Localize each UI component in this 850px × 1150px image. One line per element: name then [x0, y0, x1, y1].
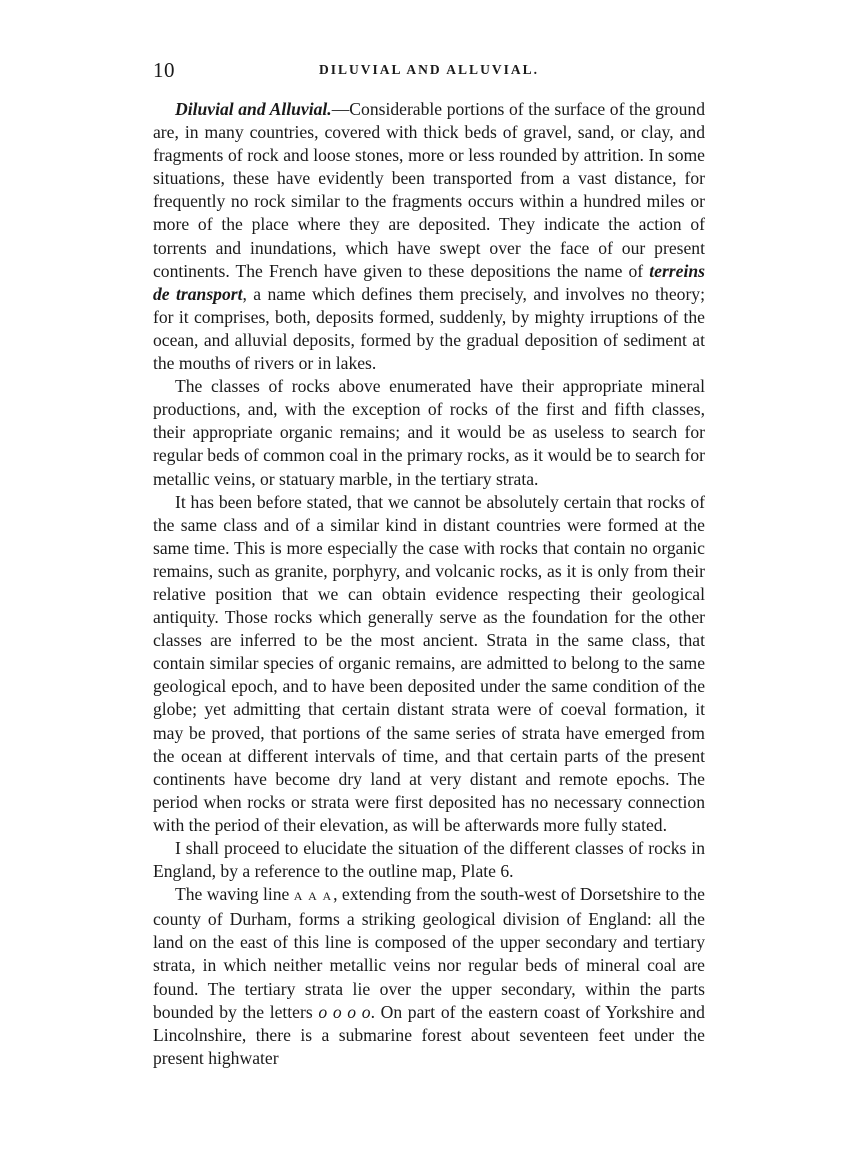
map-letters-aaa: A A A [293, 889, 334, 904]
paragraph-text: , a name which defines them precisely, and involves no theory; for it comprises, both, deposits formed, suddenly, by mighty irruptions of the ocean, and alluvial deposits, formed by the gradual deposition of sediment at the mouths of rivers or in lakes. [153, 283, 705, 374]
paragraph-text: . On part of the eastern coast of Yorkshire and Lincolnshire, there is a submarine forest about seventeen feet under the present highwater [153, 1001, 705, 1068]
map-letters-oooo: o o o o [318, 1001, 371, 1022]
section-heading: Diluvial and Alluvial. [175, 99, 332, 119]
french-term: terreins de transport [153, 260, 705, 304]
paragraph-text: , extending from the south-west of Dorsetshire to the county of Durham, forms a striking geological division of England: all the land on the east of this line is composed of the upper secondary and tertiary strata, in which neither metallic veins nor regular beds of mineral coal are found. The tertiary strata lie over the upper secondary, within the parts bounded by the letters [153, 884, 705, 1022]
paragraph-text: —Considerable portions of the surface of the ground are, in many countries, covered with thick beds of gravel, sand, or clay, and fragments of rock and loose stones, more or less rounded by attrition. In some situations, these have evidently been transported from a vast distance, for frequently no rock similar to the fragments occurs within a hundred miles or more of the place where they are deposited. They indicate the action of torrents and inundations, which have swept over the face of our present continents. The French have given to these depositions the name of [153, 99, 705, 281]
paragraph-classes: The classes of rocks above enumerated have their appropriate mineral productions, and, with the exception of rocks of the first and fifth classes, their appropriate organic remains; and it would be as useless to search for regular beds of common coal in the primary rocks, as it would be to search for metallic veins, or statuary marble, in the tertiary strata. [153, 376, 705, 489]
paragraph-diluvial [153, 98, 705, 375]
running-title: DILUVIAL AND ALLUVIAL. [319, 62, 539, 77]
paragraph-england: I shall proceed to elucidate the situation of the different classes of rocks in England, by a reference to the outline map, Plate 6. [153, 838, 705, 882]
page-header [153, 58, 705, 84]
paragraph-text: The waving line [175, 884, 294, 905]
page-number: 10 [153, 58, 175, 82]
paragraph-formation: It has been before stated, that we cannot be absolutely certain that rocks of the same class and of a similar kind in distant countries were formed at the same time. This is more especially the case with rocks that contain no organic remains, such as granite, porphyry, and volcanic rocks, as it is only from their relative position that we can obtain evidence respecting their geological antiquity. Those rocks which generally serve as the foundation for the other classes are inferred to be the most ancient. Strata in the same class, that contain similar species of organic remains, are admitted to belong to the same geological epoch, and to have been deposited under the same condition of the globe; yet admitting that certain distant strata were of coeval formation, it may be proved, that portions of the same series of strata have emerged from the ocean at different intervals of time, and that certain parts of the present continents have become dry land at very distant and remote epochs. The period when rocks or strata were first deposited has no necessary connection with the period of their elevation, as will be afterwards more fully stated. [153, 491, 705, 835]
body-text [153, 98, 705, 1070]
paragraph-waving-line [153, 883, 705, 1070]
